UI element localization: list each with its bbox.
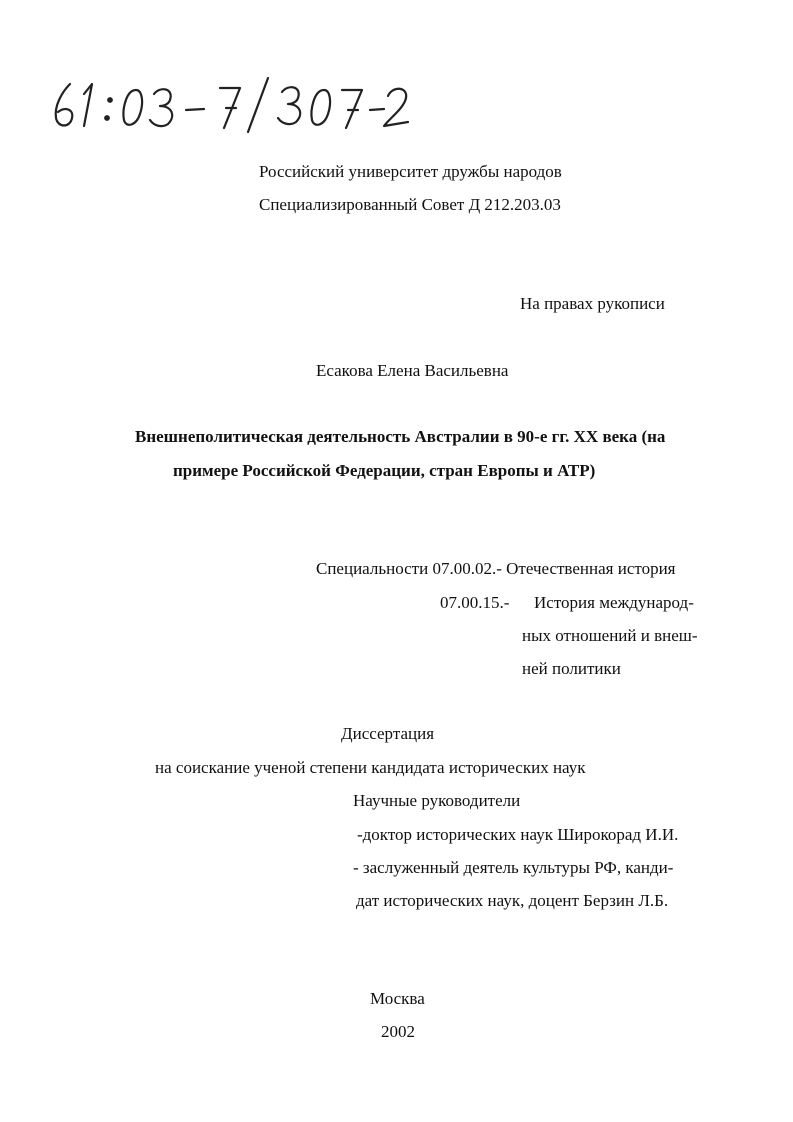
document-type: Диссертация (341, 724, 435, 743)
handwriting-icon (44, 66, 414, 140)
thesis-title-line-2: примере Российской Федерации, стран Европы и АТР) (173, 461, 596, 480)
specialty-code-2: 07.00.15.- (440, 593, 510, 612)
thesis-title-line-1: Внешнеполитическая деятельность Австралии в 90-е гг. XX века (на (135, 427, 666, 446)
year: 2002 (381, 1022, 415, 1041)
advisors-heading: Научные руководители (353, 791, 521, 810)
degree-statement: на соискание ученой степени кандидата исторических наук (155, 758, 586, 777)
dissertation-council: Специализированный Совет Д 212.203.03 (259, 195, 561, 214)
advisor-2-line-1: - заслуженный деятель культуры РФ, канди- (353, 858, 674, 877)
specialty-line-4: ней политики (522, 659, 621, 678)
author-name: Есакова Елена Васильевна (316, 361, 509, 380)
specialty-line-3: ных отношений и внеш- (522, 626, 698, 645)
specialty-line-1: Специальности 07.00.02.- Отечественная история (316, 559, 676, 578)
specialty-line-2: История международ- (534, 593, 694, 612)
archive-handwritten-number (44, 66, 414, 140)
advisor-2-line-2: дат исторических наук, доцент Берзин Л.Б. (356, 891, 669, 910)
manuscript-rights-note: На правах рукописи (520, 294, 665, 313)
university-name: Российский университет дружбы народов (259, 162, 562, 181)
city: Москва (370, 989, 425, 1008)
advisor-1: -доктор исторических наук Широкорад И.И. (357, 825, 679, 844)
